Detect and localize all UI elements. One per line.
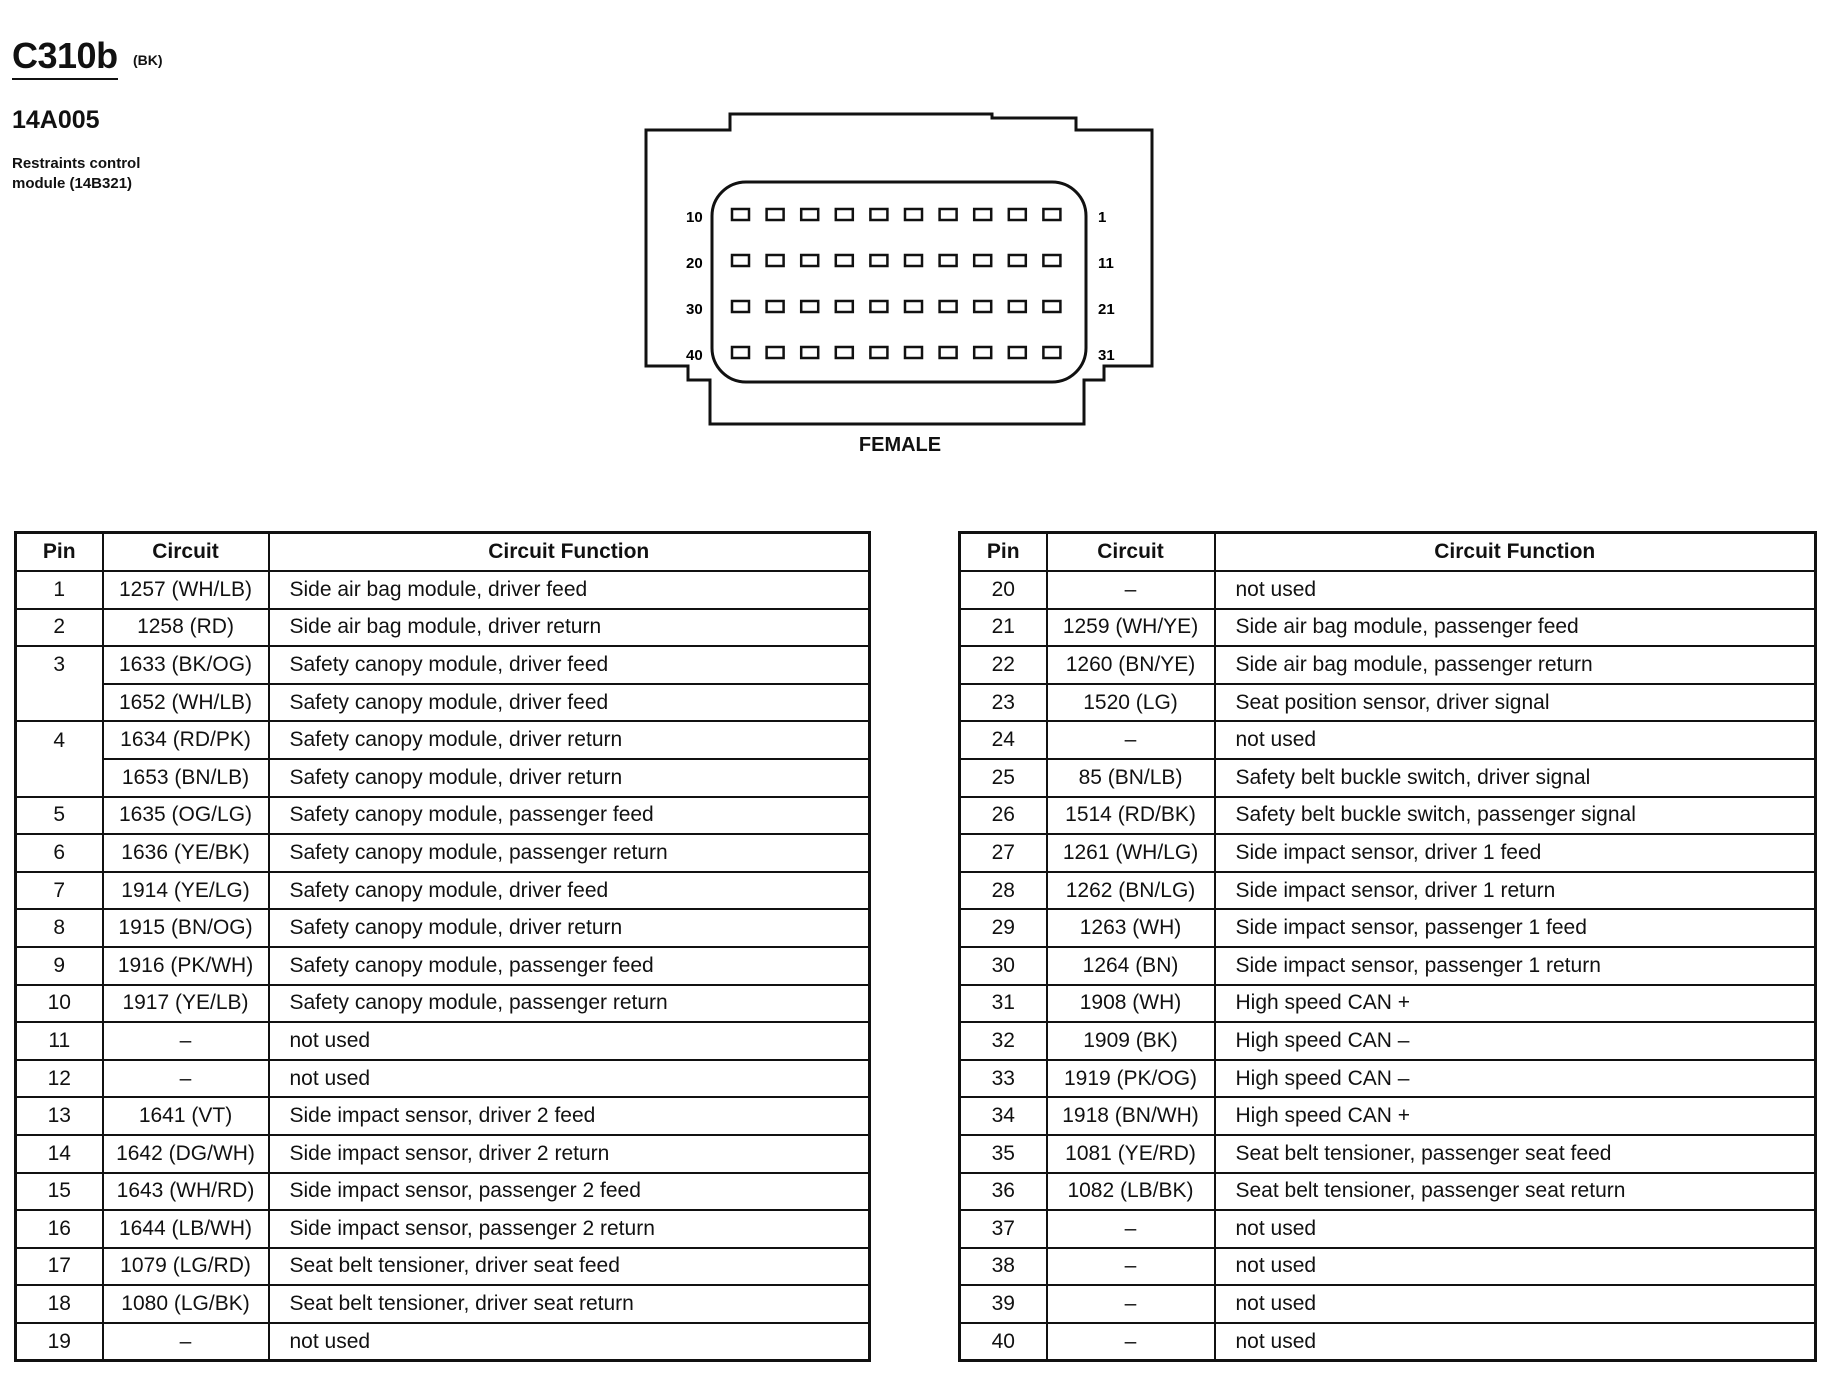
pin-cavity [870,347,887,358]
table-row [960,909,1816,947]
function-cell: not used [1215,1210,1816,1248]
circuit-cell: 1264 (BN) [1047,947,1215,985]
circuit-cell: – [1047,1285,1215,1323]
pin-cell: 35 [960,1135,1047,1173]
pin-cell: 10 [16,985,103,1023]
pin-cell: 5 [16,797,103,835]
circuit-cell: 1643 (WH/RD) [103,1173,269,1211]
table-row [16,1323,870,1361]
pin-cavity [974,255,991,266]
pin-cavity [732,301,749,312]
connector-cavity [712,182,1086,382]
pin-cell: 39 [960,1285,1047,1323]
table-row [16,721,870,759]
connector-code: C310b [12,36,118,80]
pin-cavity [974,347,991,358]
pin-cavity [1043,255,1060,266]
pin-cavity [801,255,818,266]
circuit-cell: 1641 (VT) [103,1097,269,1135]
pin-cell: 18 [16,1285,103,1323]
circuit-cell: 1259 (WH/YE) [1047,609,1215,647]
connector-housing [646,114,1152,424]
header-circuit: Circuit [103,533,269,572]
circuit-cell: 1258 (RD) [103,609,269,647]
circuit-cell: 1081 (YE/RD) [1047,1135,1215,1173]
circuit-cell: – [1047,571,1215,609]
pin-cavity [974,209,991,220]
pin-cell: 27 [960,834,1047,872]
pin-cell: 8 [16,909,103,947]
table-row [16,1248,870,1286]
table-row [16,1210,870,1248]
pin-cell: 20 [960,571,1047,609]
pin-cell: 29 [960,909,1047,947]
pin-cell: 30 [960,947,1047,985]
pin-cell: 4 [16,721,103,759]
function-cell: Seat belt tensioner, driver seat feed [269,1248,870,1286]
pin-cavity [940,347,957,358]
function-cell: Safety canopy module, passenger feed [269,947,870,985]
circuit-cell: 1263 (WH) [1047,909,1215,947]
pin-cell: 28 [960,872,1047,910]
pin-cavity [1009,301,1026,312]
circuit-cell: – [1047,1210,1215,1248]
circuit-cell: 1260 (BN/YE) [1047,646,1215,684]
pin-label-31: 31 [1098,347,1115,364]
pin-grid [732,209,1060,358]
pin-cavity [836,347,853,358]
table-row [960,797,1816,835]
pin-label-21: 21 [1098,301,1115,318]
table-row [16,797,870,835]
pin-cavity [940,255,957,266]
pin-cavity [1009,209,1026,220]
pin-cell: 38 [960,1248,1047,1286]
table-row [960,1285,1816,1323]
circuit-cell: 1909 (BK) [1047,1022,1215,1060]
pin-cell: 34 [960,1097,1047,1135]
table-row [16,571,870,609]
circuit-cell: 1652 (WH/LB) [103,684,269,722]
circuit-cell: 85 (BN/LB) [1047,759,1215,797]
pin-cavity [767,301,784,312]
pin-cavity [940,209,957,220]
function-cell: Side impact sensor, driver 1 return [1215,872,1816,910]
connector-face-diagram [640,110,1170,470]
function-cell: Safety canopy module, driver feed [269,872,870,910]
table-row [960,872,1816,910]
pin-cavity [870,255,887,266]
pin-cell: 23 [960,684,1047,722]
function-cell: not used [269,1022,870,1060]
circuit-cell: 1644 (LB/WH) [103,1210,269,1248]
circuit-cell: 1520 (LG) [1047,684,1215,722]
pin-cell: 9 [16,947,103,985]
function-cell: not used [1215,1323,1816,1361]
pin-cell: 37 [960,1210,1047,1248]
pin-cavity [836,255,853,266]
table-row [960,1097,1816,1135]
table-row [16,759,870,797]
table-row [16,1173,870,1211]
pin-label-40: 40 [686,347,703,364]
pin-cell: 22 [960,646,1047,684]
pin-cell: 12 [16,1060,103,1098]
function-cell: not used [1215,571,1816,609]
table-header-row [960,533,1816,572]
pin-cavity [767,209,784,220]
pin-cavity [870,301,887,312]
circuit-cell: 1918 (BN/WH) [1047,1097,1215,1135]
function-cell: Side impact sensor, passenger 1 return [1215,947,1816,985]
table-row [960,1022,1816,1060]
circuit-cell: 1914 (YE/LG) [103,872,269,910]
table-row [960,1323,1816,1361]
table-row [16,834,870,872]
function-cell: Side impact sensor, driver 1 feed [1215,834,1816,872]
function-cell: Safety belt buckle switch, passenger signal [1215,797,1816,835]
table-row [16,646,870,684]
circuit-cell: 1653 (BN/LB) [103,759,269,797]
table-row [16,872,870,910]
function-cell: High speed CAN + [1215,985,1816,1023]
circuit-cell: – [1047,1248,1215,1286]
table-row [960,947,1816,985]
header-pin: Pin [16,533,103,572]
pin-cell: 15 [16,1173,103,1211]
function-cell: not used [1215,1285,1816,1323]
table-row [960,684,1816,722]
table-row [16,1060,870,1098]
function-cell: Side impact sensor, passenger 2 feed [269,1173,870,1211]
function-cell: Side air bag module, driver feed [269,571,870,609]
circuit-cell: 1908 (WH) [1047,985,1215,1023]
table-row [960,1210,1816,1248]
pin-cavity [1009,255,1026,266]
function-cell: Side impact sensor, driver 2 return [269,1135,870,1173]
pin-cell: 14 [16,1135,103,1173]
pin-cavity [940,301,957,312]
pin-label-11: 11 [1098,255,1114,272]
pin-label-20: 20 [686,255,703,272]
circuit-cell: 1633 (BK/OG) [103,646,269,684]
pin-cavity [905,301,922,312]
circuit-cell: 1915 (BN/OG) [103,909,269,947]
table-row [960,571,1816,609]
pin-cell: 17 [16,1248,103,1286]
circuit-cell: 1636 (YE/BK) [103,834,269,872]
table-row [960,985,1816,1023]
pin-cavity [801,347,818,358]
pin-cell: 36 [960,1173,1047,1211]
table-row [960,609,1816,647]
function-cell: Safety canopy module, driver feed [269,684,870,722]
pin-cavity [1009,347,1026,358]
table-row [16,684,870,722]
circuit-cell: 1079 (LG/RD) [103,1248,269,1286]
function-cell: Side air bag module, driver return [269,609,870,647]
table-row [960,1173,1816,1211]
circuit-cell: 1262 (BN/LG) [1047,872,1215,910]
pin-cell: 11 [16,1022,103,1060]
pin-cavity [905,209,922,220]
circuit-cell: – [103,1323,269,1361]
table-row [16,1022,870,1060]
function-cell: not used [1215,1248,1816,1286]
function-cell: Side air bag module, passenger feed [1215,609,1816,647]
function-cell: Seat belt tensioner, passenger seat return [1215,1173,1816,1211]
pinout-table-left-body [16,571,870,1361]
pin-cell: 24 [960,721,1047,759]
function-cell: not used [269,1060,870,1098]
function-cell: Safety canopy module, driver feed [269,646,870,684]
pin-cell: 7 [16,872,103,910]
pin-label-10: 10 [686,209,703,226]
pin-cavity [801,301,818,312]
pin-cell [16,684,103,722]
circuit-cell: 1642 (DG/WH) [103,1135,269,1173]
header-function: Circuit Function [269,533,870,572]
pin-cell: 6 [16,834,103,872]
header-function: Circuit Function [1215,533,1816,572]
header-pin: Pin [960,533,1047,572]
function-cell: not used [269,1323,870,1361]
pin-cavity [732,347,749,358]
pin-cavity [1043,209,1060,220]
pin-cell: 19 [16,1323,103,1361]
pin-label-30: 30 [686,301,703,318]
pin-cavity [905,347,922,358]
pin-cell: 31 [960,985,1047,1023]
connector-gender-label: FEMALE [858,434,942,456]
function-cell: Safety canopy module, passenger feed [269,797,870,835]
circuit-cell: 1635 (OG/LG) [103,797,269,835]
circuit-cell: – [103,1060,269,1098]
table-row [960,834,1816,872]
function-cell: Seat belt tensioner, driver seat return [269,1285,870,1323]
circuit-cell: 1919 (PK/OG) [1047,1060,1215,1098]
table-row [16,609,870,647]
pin-cavity [801,209,818,220]
pin-cell: 13 [16,1097,103,1135]
circuit-cell: – [1047,721,1215,759]
pin-cell: 21 [960,609,1047,647]
pin-cavity [974,301,991,312]
pin-cavity [836,301,853,312]
description-line-2: module (14B321) [12,175,133,192]
circuit-cell: 1916 (PK/WH) [103,947,269,985]
pin-cavity [1043,347,1060,358]
pin-cell: 32 [960,1022,1047,1060]
table-row [960,721,1816,759]
table-row [960,1248,1816,1286]
pin-cavity [1043,301,1060,312]
function-cell: Safety canopy module, driver return [269,759,870,797]
circuit-cell: 1261 (WH/LG) [1047,834,1215,872]
function-cell: not used [1215,721,1816,759]
circuit-cell: 1917 (YE/LB) [103,985,269,1023]
pin-cavity [767,255,784,266]
table-row [960,1135,1816,1173]
function-cell: Safety canopy module, passenger return [269,834,870,872]
table-header-row [16,533,870,572]
table-row [16,947,870,985]
pin-cell: 16 [16,1210,103,1248]
function-cell: Safety canopy module, driver return [269,721,870,759]
table-row [960,646,1816,684]
circuit-cell: 1080 (LG/BK) [103,1285,269,1323]
function-cell: Side impact sensor, passenger 1 feed [1215,909,1816,947]
function-cell: Seat position sensor, driver signal [1215,684,1816,722]
pin-cavity [767,347,784,358]
function-cell: Safety canopy module, passenger return [269,985,870,1023]
function-cell: Side impact sensor, passenger 2 return [269,1210,870,1248]
table-row [16,1285,870,1323]
function-cell: Side impact sensor, driver 2 feed [269,1097,870,1135]
pinout-table-right [958,531,1817,1362]
function-cell: High speed CAN – [1215,1060,1816,1098]
pin-cell: 33 [960,1060,1047,1098]
pin-cell: 3 [16,646,103,684]
function-cell: Side air bag module, passenger return [1215,646,1816,684]
pin-cavity [870,209,887,220]
description-line-1: Restraints control [12,155,141,172]
connector-description [12,154,140,194]
connector-color: (BK) [133,52,163,68]
pin-cell [16,759,103,797]
pin-cell: 40 [960,1323,1047,1361]
circuit-cell: 1082 (LB/BK) [1047,1173,1215,1211]
circuit-cell: – [103,1022,269,1060]
circuit-cell: 1514 (RD/BK) [1047,797,1215,835]
pin-cell: 25 [960,759,1047,797]
pin-cell: 1 [16,571,103,609]
part-number: 14A005 [12,106,100,134]
function-cell: High speed CAN – [1215,1022,1816,1060]
pin-cavity [732,255,749,266]
table-row [16,909,870,947]
table-row [960,1060,1816,1098]
pin-cell: 26 [960,797,1047,835]
function-cell: Safety belt buckle switch, driver signal [1215,759,1816,797]
function-cell: High speed CAN + [1215,1097,1816,1135]
pin-cavity [905,255,922,266]
table-row [960,759,1816,797]
table-row [16,1135,870,1173]
circuit-cell: 1634 (RD/PK) [103,721,269,759]
pin-cavity [732,209,749,220]
pin-cell: 2 [16,609,103,647]
circuit-cell: 1257 (WH/LB) [103,571,269,609]
pinout-table-right-body [960,571,1816,1361]
table-row [16,1097,870,1135]
header-circuit: Circuit [1047,533,1215,572]
pin-cavity [836,209,853,220]
pinout-table-left [14,531,871,1362]
table-row [16,985,870,1023]
pin-label-1: 1 [1098,209,1107,226]
function-cell: Seat belt tensioner, passenger seat feed [1215,1135,1816,1173]
circuit-cell: – [1047,1323,1215,1361]
function-cell: Safety canopy module, driver return [269,909,870,947]
